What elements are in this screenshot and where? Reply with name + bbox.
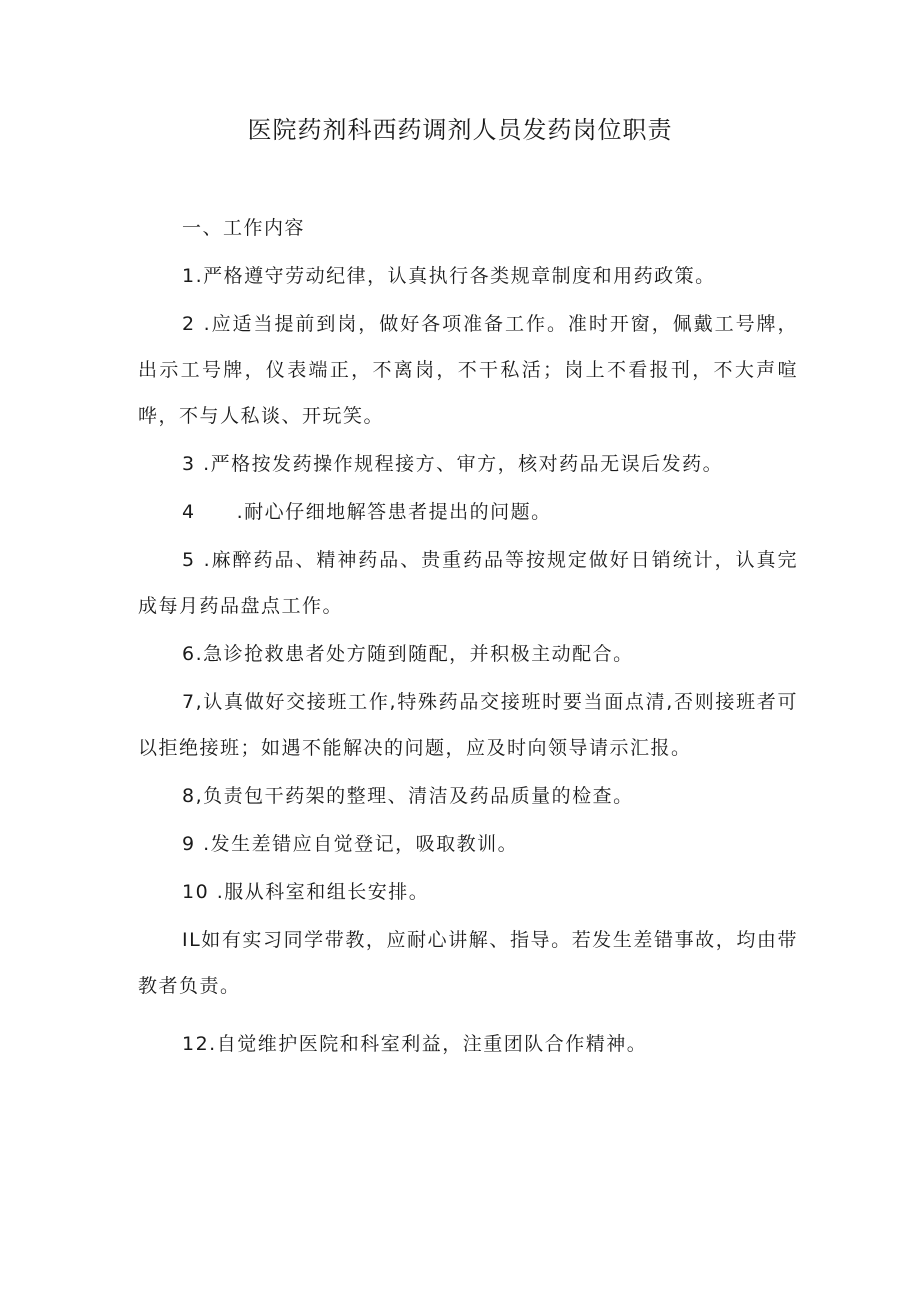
document-body bbox=[138, 205, 798, 1069]
duty-item-3: 3 .严格按发药操作规程接方、审方，核对药品无误后发药。 bbox=[182, 453, 724, 475]
duty-item-1: 1.严格遵守劳动纪律，认真执行各类规章制度和用药政策。 bbox=[182, 265, 716, 287]
duty-item-2: 2 .应适当提前到岗，做好各项准备工作。准时开窗，佩戴工号牌，出示工号牌，仪表端正，不离岗，不干私活；岗上不看报刊，不大声喧哗，不与人私谈、开玩笑。 bbox=[138, 313, 798, 427]
duty-item-7: 7,认真做好交接班工作,特殊药品交接班时要当面点清,否则接班者可以拒绝接班；如遇不能解决的问题，应及时向领导请示汇报。 bbox=[138, 691, 798, 759]
duty-item-4: 4 .耐心仔细地解答患者提出的问题。 bbox=[182, 501, 552, 523]
duty-item-10: 10 .服从科室和组长安排。 bbox=[182, 881, 430, 903]
duty-item-8: 8,负责包干药架的整理、清洁及药品质量的检查。 bbox=[182, 785, 634, 807]
duty-item-5: 5 .麻醉药品、精神药品、贵重药品等按规定做好日销统计，认真完成每月药品盘点工作。 bbox=[138, 549, 798, 617]
duty-item-11: IL如有实习同学带教，应耐心讲解、指导。若发生差错事故，均由带教者负责。 bbox=[138, 929, 798, 997]
duty-item-12: 12.自觉维护医院和科室利益，注重团队合作精神。 bbox=[182, 1033, 648, 1055]
duty-item-6: 6.急诊抢救患者处方随到随配，并积极主动配合。 bbox=[182, 643, 634, 665]
section-heading: 一、工作内容 bbox=[182, 217, 306, 239]
duty-item-9: 9 .发生差错应自觉登记，吸取教训。 bbox=[182, 833, 519, 855]
document-title: 医院药剂科西药调剂人员发药岗位职责 bbox=[247, 116, 673, 144]
